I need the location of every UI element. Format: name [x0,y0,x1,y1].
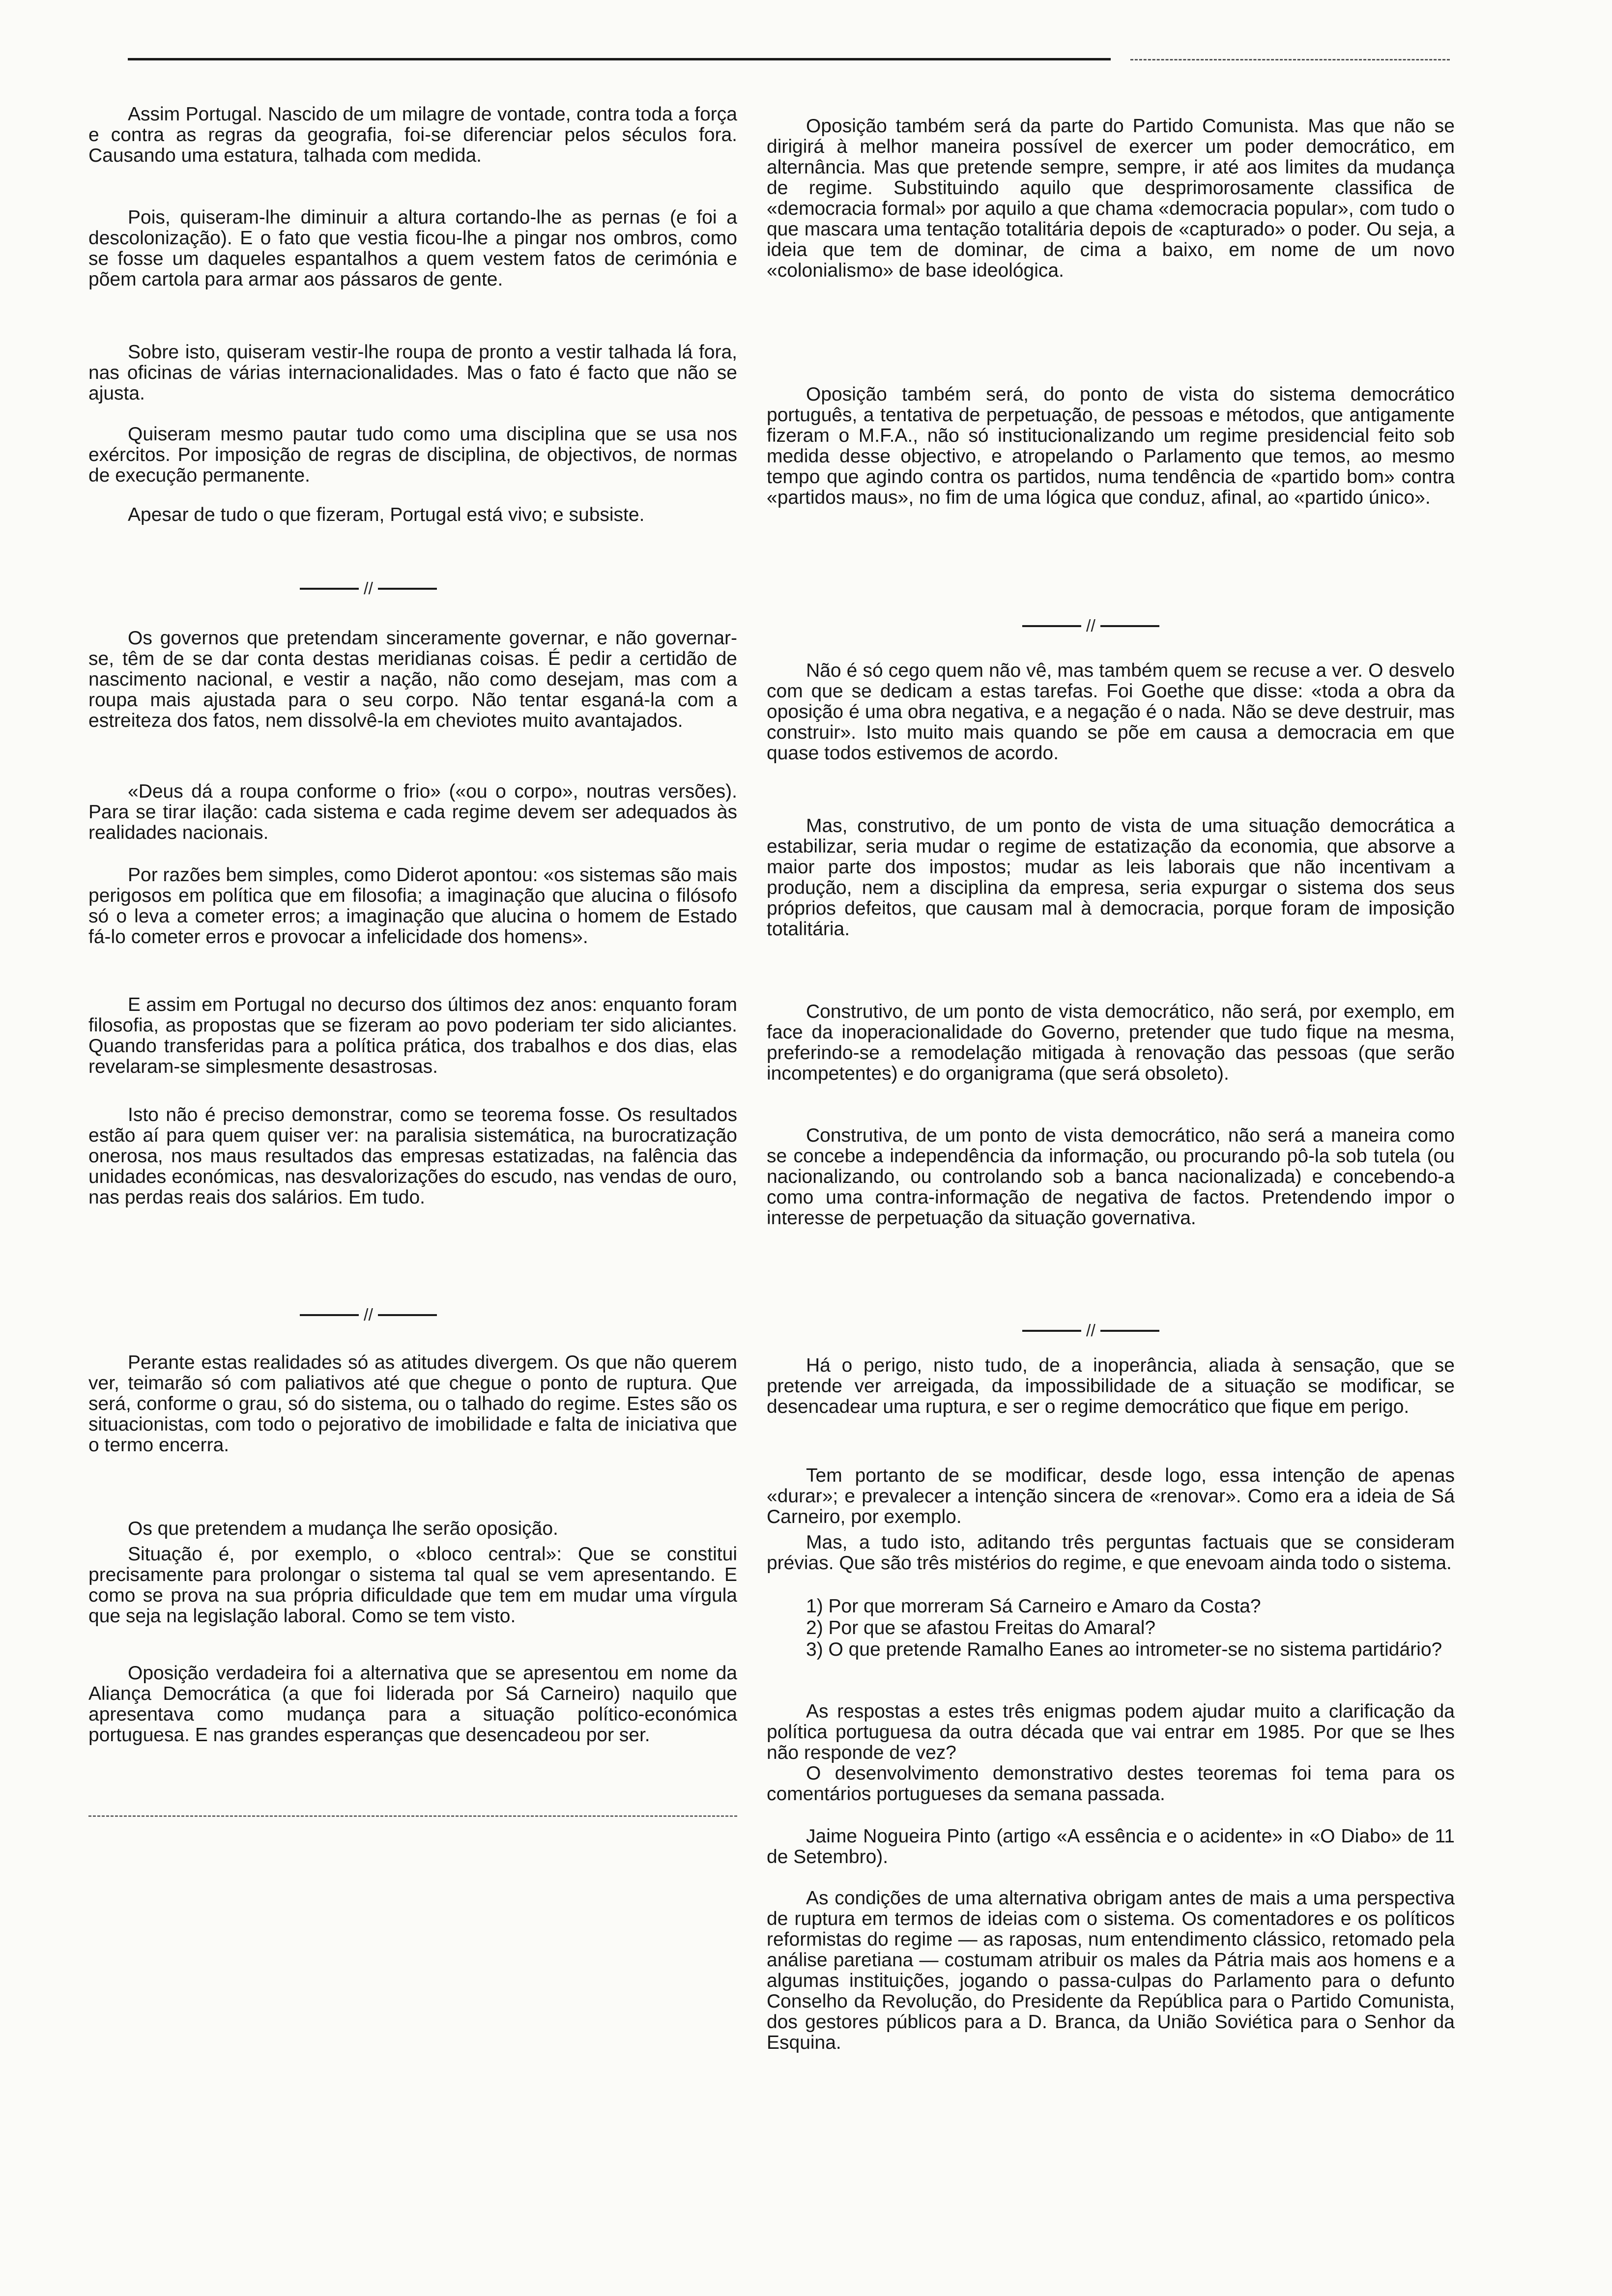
paragraph: Sobre isto, quiseram vestir-lhe roupa de pronto a vestir talhada lá fora, nas oficinas de várias internacionalidades. Mas o fato é facto que não se ajusta. [88,342,737,404]
paragraph: Tem portanto de se modificar, desde logo, essa intenção de apenas «durar»; e prevalecer a intenção sincera de «renovar». Como era a ideia de Sá Carneiro, por exemplo. [767,1465,1455,1527]
separator-mark: // [364,579,373,599]
paragraph: Oposição também será, do ponto de vista do sistema democrático português, a tentativa de perpetuação, de pessoas e métodos, que antigamente fizeram o M.F.A., não só institucionalizando um regime presidencial feito sob medida desse objectivo, e atropelando o Parlamento que temos, ao mesmo tempo que agindo contra os partidos, numa tendência de «partido bom» contra «partidos maus», no fim de uma lógica que conduz, afinal, ao «partido único». [767,384,1455,508]
paragraph: Há o perigo, nisto tudo, de a inoperância, aliada à sensação, que se pretende ver arreigada, da impossibilidade de a situação se modificar, se desencadear uma ruptura, e ser o regime democrático que fique em perigo. [767,1355,1455,1417]
question-item: 1) Por que morreram Sá Carneiro e Amaro da Costa? [806,1596,1261,1617]
paragraph: Mas, construtivo, de um ponto de vista de uma situação democrática a estabilizar, seria mudar o regime de estatização da economia, que absorve a maior parte dos impostos; mudar as leis laborais que não incentivam a produção, nem a disciplina da empresa, seria expurgar o sistema dos seus próprios defeitos, que causam mal à democracia, porque foram de imposição totalitária. [767,815,1455,940]
separator-mark: // [1086,1321,1095,1341]
question-item: 2) Por que se afastou Freitas do Amaral? [806,1617,1156,1638]
top-rule-faint [1130,59,1450,60]
quotation: As condições de uma alternativa obrigam antes de mais a uma perspectiva de ruptura em termos de ideias com o sistema. Os comentadores e os políticos reformistas do regime — as raposas, num entendimento clássico, retomado pela análise paretiana — costumam atribuir os males da Pátria mais aos homens e a algumas instituições, jogando o passa-culpas do Parlamento para o defunto Conselho da Revolução, do Presidente da República para o Partido Comunista, dos gestores públicos para a D. Branca, da União Soviética para o Senhor da Esquina. [767,1888,1455,2053]
paragraph: Assim Portugal. Nascido de um milagre de vontade, contra toda a força e contra as regras da geografia, foi-se diferenciar pelos séculos fora. Causando uma estatura, talhada com medida. [88,104,737,166]
paragraph: Mas, a tudo isto, aditando três perguntas factuais que se consideram prévias. Que são três mistérios do regime, e que enevoam ainda todo o sistema. [767,1532,1455,1574]
paragraph: O desenvolvimento demonstrativo destes teoremas foi tema para os comentários portugueses da semana passada. [767,1763,1455,1805]
section-separator [300,1304,437,1324]
paragraph: Os que pretendem a mudança lhe serão oposição. [128,1518,558,1539]
section-separator [1022,615,1159,635]
paragraph: Situação é, por exemplo, o «bloco central»: Que se constitui precisamente para prolongar o sistema tal qual se vem apresentando. E como se prova na sua própria dificuldade que tem em mudar uma vírgula que seja na legislação laboral. Como se tem visto. [88,1544,737,1627]
section-separator [300,578,437,598]
paragraph: Apesar de tudo o que fizeram, Portugal está vivo; e subsiste. [128,504,645,525]
paragraph: E assim em Portugal no decurso dos últimos dez anos: enquanto foram filosofia, as propostas que se fizeram ao povo poderiam ter sido aliciantes. Quando transferidas para a política prática, dos trabalhos e dos dias, elas revelaram-se simplesmente desastrosas. [88,994,737,1077]
paragraph: Construtivo, de um ponto de vista democrático, não será, por exemplo, em face da inoperacionalidade do Governo, pretender que tudo fique na mesma, preferindo-se a remodelação mitigada à renovação das pessoas (que serão incompetentes) e do organigrama (que será obsoleto). [767,1001,1455,1084]
paragraph: Não é só cego quem não vê, mas também quem se recuse a ver. O desvelo com que se dedicam a estas tarefas. Foi Goethe que disse: «toda a obra da oposição é uma obra negativa, e a negação é o nada. Não se deve destruir, mas construir». Isto muito mais quando se põe em causa a democracia em que quase todos estivemos de acordo. [767,660,1455,764]
paragraph: Perante estas realidades só as atitudes divergem. Os que não querem ver, teimarão só com paliativos até que chegue o ponto de ruptura. Que será, conforme o grau, só do sistema, ou o talhado do regime. Estes são os situacionistas, com todo o pejorativo de imobilidade e falta de iniciativa que o termo encerra. [88,1352,737,1456]
paragraph: Pois, quiseram-lhe diminuir a altura cortando-lhe as pernas (e foi a descolonização). E o fato que vestia ficou-lhe a pingar nos ombros, como se fosse um daqueles espantalhos a quem vestem fatos de cerimónia e põem cartola para armar aos pássaros de gente. [88,207,737,290]
paragraph: Oposição verdadeira foi a alternativa que se apresentou em nome da Aliança Democrática (a que foi liderada por Sá Carneiro) naquilo que apresentava como mudança para a situação político-económica portuguesa. E nas grandes esperanças que desencadeou por ser. [88,1663,737,1746]
end-rule [88,1815,737,1817]
separator-mark: // [364,1306,373,1325]
top-rule [128,58,1111,60]
paragraph: Isto não é preciso demonstrar, como se teorema fosse. Os resultados estão aí para quem quiser ver: na paralisia sistemática, na burocratização onerosa, nos maus resultados das empresas estatizadas, na falência das unidades económicas, nas desvalorizações do escudo, nas vendas de ouro, nas perdas reais dos salários. Em tudo. [88,1104,737,1208]
question-item: 3) O que pretende Ramalho Eanes ao intrometer-se no sistema partidário? [806,1639,1442,1660]
section-separator [1022,1320,1159,1340]
paragraph: Por razões bem simples, como Diderot apontou: «os sistemas são mais perigosos em política que em filosofia; a imaginação que alucina o filósofo só o leva a cometer erros; a imaginação que alucina o homem de Estado fá-lo cometer erros e provocar a infelicidade dos homens». [88,864,737,947]
paragraph: «Deus dá a roupa conforme o frio» («ou o corpo», noutras versões). Para se tirar ilação: cada sistema e cada regime devem ser adequados às realidades nacionais. [88,781,737,843]
paragraph: As respostas a estes três enigmas podem ajudar muito a clarificação da política portuguesa da outra década que vai entrar em 1985. Por que se lhes não responde de vez? [767,1701,1455,1763]
paragraph: Quiseram mesmo pautar tudo como uma disciplina que se usa nos exércitos. Por imposição de regras de disciplina, de objectivos, de normas de execução permanente. [88,424,737,486]
paragraph: Construtiva, de um ponto de vista democrático, não será a maneira como se concebe a independência da informação, ou procurando pô-la sob tutela (ou nacionalizando, ou controlando sob a banca nacionalizada) e concebendo-a como uma contra-informação de negativa de factos. Pretendendo impor o interesse de perpetuação da situação governativa. [767,1125,1455,1229]
separator-mark: // [1086,617,1095,636]
paragraph: Os governos que pretendam sinceramente governar, e não governar-se, têm de se dar conta destas meridianas coisas. É pedir a certidão de nascimento nacional, e vestir a nação, não como desejam, mas com a roupa mais ajustada para o seu corpo. Não tentar esganá-la com a estreiteza dos fatos, nem dissolvê-la em cheviotes muito avantajados. [88,628,737,731]
citation: Jaime Nogueira Pinto (artigo «A essência e o acidente» in «O Diabo» de 11 de Setembro). [767,1826,1455,1867]
paragraph: Oposição também será da parte do Partido Comunista. Mas que não se dirigirá à melhor maneira possível de exercer um poder democrático, em alternância. Mas que pretende sempre, sempre, ir até aos limites da mudança de regime. Substituindo aquilo que desprimorosamente classifica de «democracia formal» por aquilo a que chama «democracia popular», com tudo o que mascara uma tentação totalitária depois de «capturado» o poder. Ou seja, a ideia que tem de dominar, de cima a baixo, em nome de um novo «colonialismo» de base ideológica. [767,115,1455,281]
